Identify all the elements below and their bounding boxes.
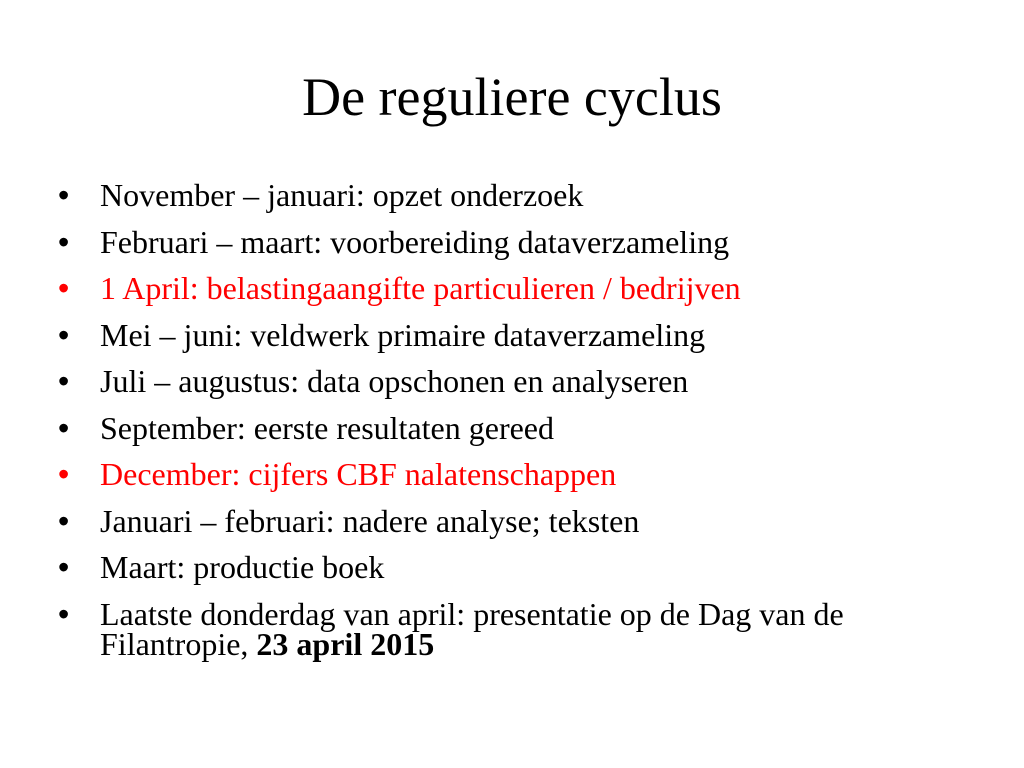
list-item-text: Februari – maart: voorbereiding dataverzameling	[100, 223, 730, 260]
bullet-icon: •	[58, 595, 70, 632]
list-item	[58, 316, 958, 353]
bullet-list	[58, 177, 958, 675]
list-item	[58, 502, 958, 539]
list-item-text: 1 April: belastingaangifte particulieren / bedrijven	[100, 270, 741, 306]
list-item	[58, 409, 958, 446]
bullet-icon: •	[58, 549, 70, 585]
list-item-text: Mei – juni: veldwerk primaire dataverzameling	[100, 316, 706, 353]
list-item-text: Januari – februari: nadere analyse; teksten	[100, 502, 640, 539]
bullet-icon: •	[58, 316, 70, 353]
list-item-text: September: eerste resultaten gereed	[100, 409, 554, 446]
list-item-text: December: cijfers CBF nalatenschappen	[100, 456, 617, 492]
event-date: 23 april 2015	[256, 625, 435, 662]
list-item	[58, 549, 958, 585]
list-item-highlight	[58, 456, 958, 492]
list-item-text: Maart: productie boek	[100, 549, 385, 585]
list-item-text: Juli – augustus: data opschonen en analyseren	[100, 363, 689, 399]
bullet-icon: •	[58, 409, 70, 446]
list-item-text: November – januari: opzet onderzoek	[100, 177, 584, 213]
list-item	[58, 177, 958, 213]
list-item	[58, 595, 958, 662]
list-item	[58, 363, 958, 399]
list-item-text: Laatste donderdag van april: presentatie op de Dag van de Filantropie,	[100, 595, 844, 662]
bullet-icon: •	[58, 270, 70, 306]
bullet-icon: •	[58, 456, 70, 492]
list-item	[58, 223, 958, 260]
bullet-icon: •	[58, 223, 70, 260]
slide-title: De reguliere cyclus	[302, 67, 722, 127]
bullet-icon: •	[58, 363, 70, 399]
list-item-highlight	[58, 270, 958, 306]
bullet-icon: •	[58, 177, 70, 213]
bullet-icon: •	[58, 502, 70, 539]
